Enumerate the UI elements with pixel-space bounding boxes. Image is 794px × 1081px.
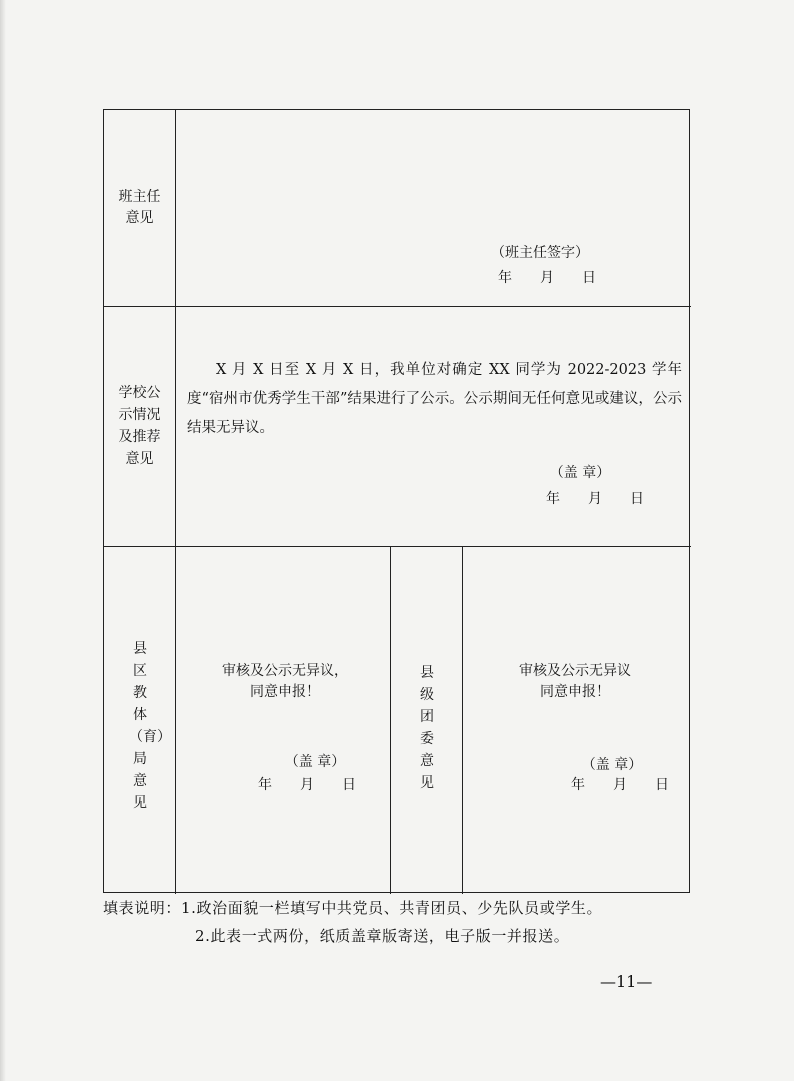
county-education-review-line1: 审核及公示无异议， — [222, 663, 348, 679]
page-scan-edge — [0, 0, 6, 1081]
county-youth-league-label: 县级团委意见 — [420, 665, 434, 791]
county-education-bureau-label: 县区教体（育）局意见 — [129, 641, 171, 811]
page-number: —11— — [600, 972, 653, 991]
school-publicity-label-line3: 及推荐 — [118, 429, 161, 445]
head-teacher-label-line2: 意见 — [125, 210, 154, 226]
row1-row2-divider — [104, 306, 691, 307]
head-teacher-date: 年 月 日 — [498, 270, 596, 286]
filling-instructions-line1: 填表说明：1.政治面貌一栏填写中共党员、共青团员、少先队员或学生。 — [103, 899, 603, 917]
row3-middle-divider-right — [462, 546, 463, 894]
county-education-seal: （盖 章） — [284, 754, 346, 770]
school-publicity-label-line2: 示情况 — [118, 407, 161, 423]
school-publicity-label-line4: 意见 — [125, 451, 154, 467]
school-date: 年 月 日 — [546, 491, 644, 507]
county-league-review-line2: 同意申报！ — [540, 684, 610, 700]
head-teacher-label — [104, 187, 175, 229]
county-education-review-text — [180, 661, 390, 703]
school-publicity-paragraph: X 月 X 日至 X 月 X 日，我单位对确定 XX 同学为 2022-2023 学年度“宿州市优秀学生干部”结果进行了公示。公示期间无任何意见或建议，公示结果无异议。 — [187, 362, 682, 436]
county-league-seal: （盖 章） — [581, 757, 643, 773]
county-league-date: 年 月 日 — [571, 777, 669, 793]
label-column-divider — [175, 110, 176, 894]
head-teacher-signature: （班主任签字） — [491, 245, 589, 261]
row3-middle-divider-left — [390, 546, 391, 894]
county-education-date: 年 月 日 — [258, 777, 356, 793]
county-league-review-text — [470, 661, 680, 703]
school-publicity-label — [104, 382, 175, 470]
school-publicity-label-line1: 学校公 — [118, 385, 161, 401]
county-league-review-line1: 审核及公示无异议 — [519, 663, 631, 679]
row2-row3-divider — [104, 546, 691, 547]
head-teacher-label-line1: 班主任 — [118, 189, 161, 205]
county-education-review-line2: 同意申报！ — [250, 684, 320, 700]
filling-instructions-line2: 2.此表一式两份，纸质盖章版寄送，电子版一并报送。 — [195, 927, 570, 945]
school-seal: （盖 章） — [549, 465, 611, 481]
